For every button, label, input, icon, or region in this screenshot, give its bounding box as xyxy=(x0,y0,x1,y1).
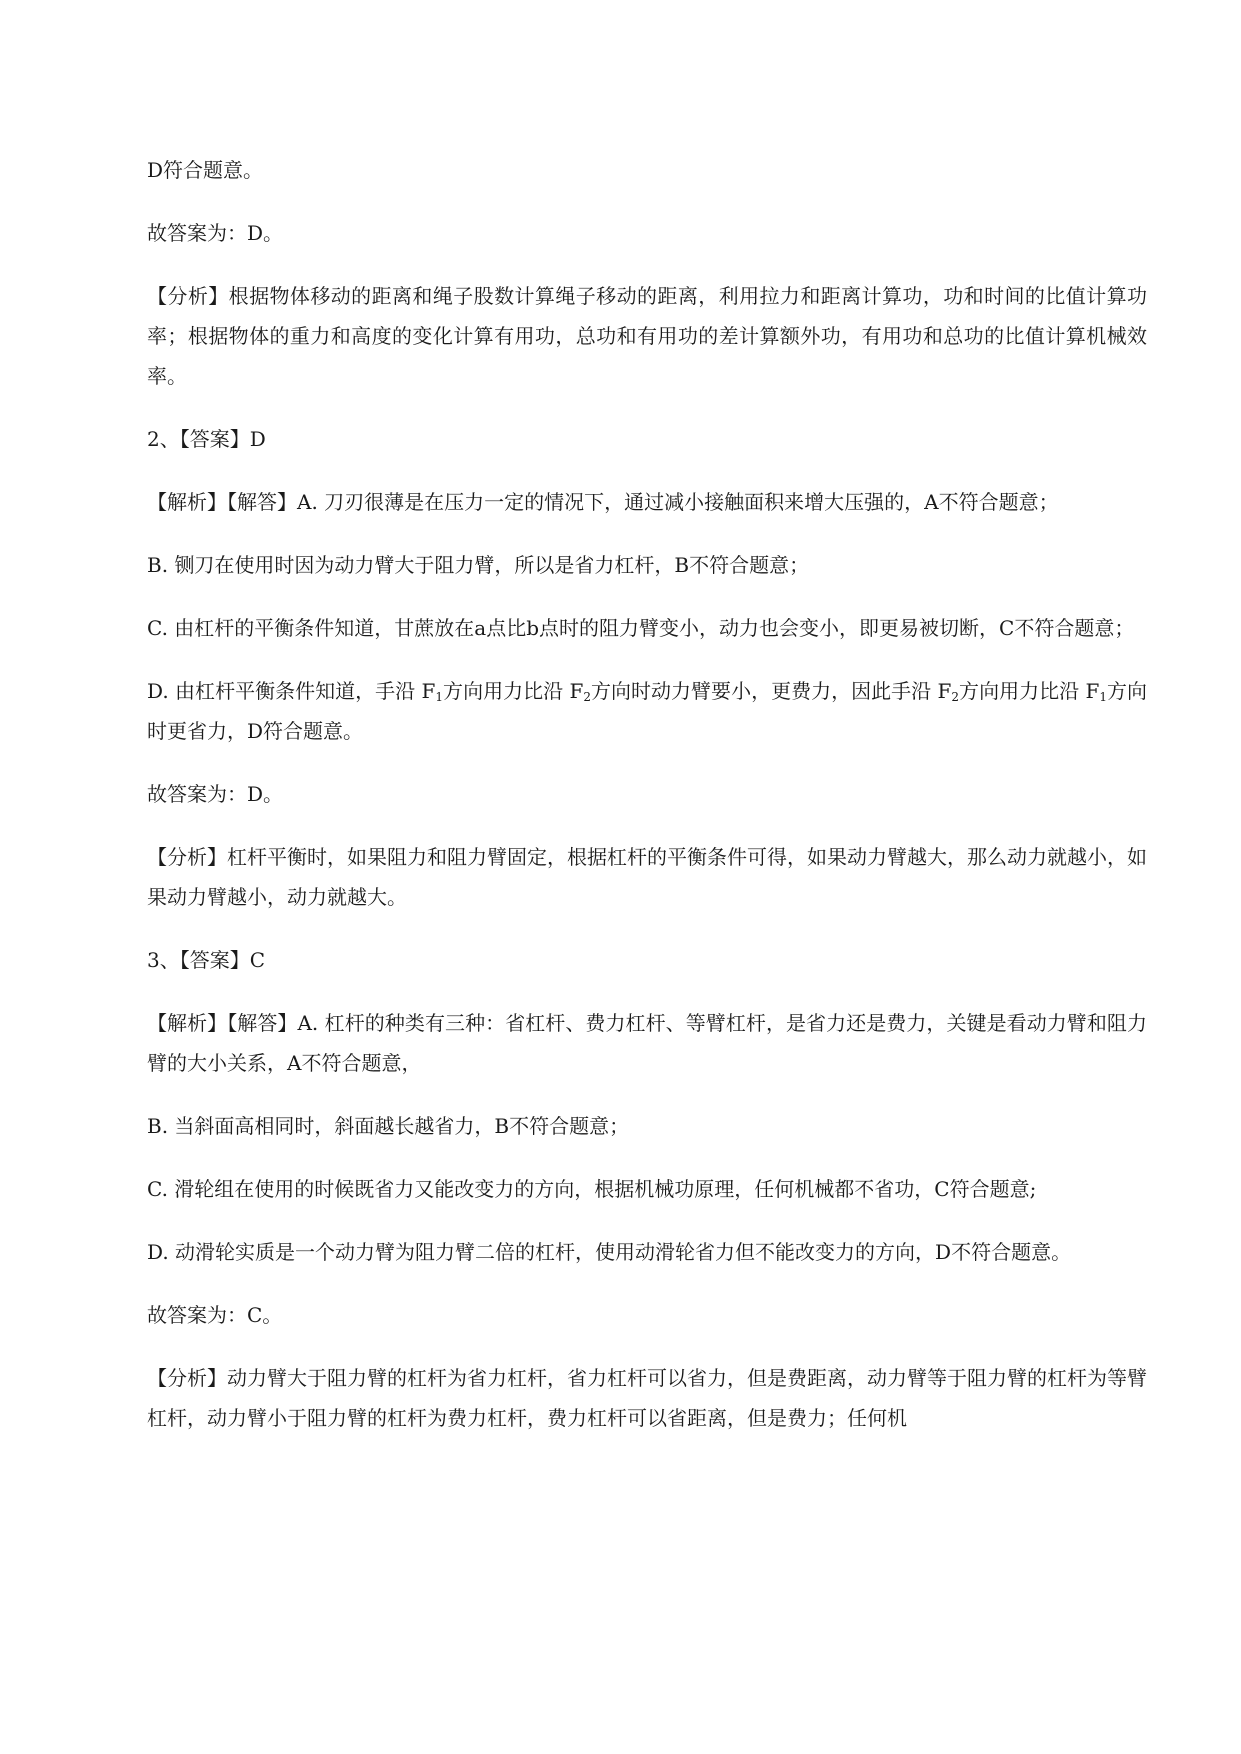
subscript: 2 xyxy=(951,690,960,704)
answer-line-3: 故答案为：C。 xyxy=(147,1303,283,1327)
question-3-explanation-a: 【解析】【解答】A. 杠杆的种类有三种：省杠杆、费力杠杆、等臂杠杆，是省力还是费力，关键是看动力臂和阻力臂的大小关系，A不符合题意， xyxy=(147,1011,1147,1075)
text-run: 方向用力比沿 F xyxy=(443,679,584,703)
answer-line-1: 故答案为：D。 xyxy=(147,221,284,245)
question-2-explanation-c: C. 由杠杆的平衡条件知道，甘蔗放在a点比b点时的阻力臂变小，动力也会变小，即更易被切断，C不符合题意； xyxy=(147,616,1135,640)
question-3-explanation-d: D. 动滑轮实质是一个动力臂为阻力臂二倍的杠杆，使用动滑轮省力但不能改变力的方向，D不符合题意。 xyxy=(147,1240,1072,1264)
analysis-paragraph-2: 【分析】杠杆平衡时，如果阻力和阻力臂固定，根据杠杆的平衡条件可得，如果动力臂越大，那么动力就越小，如果动力臂越小，动力就越大。 xyxy=(147,845,1147,909)
paragraph-d-conclusion: D符合题意。 xyxy=(147,158,264,182)
question-2-answer: 2、【答案】D xyxy=(147,427,266,451)
analysis-paragraph-1: 【分析】根据物体移动的距离和绳子股数计算绳子移动的距离，利用拉力和距离计算功，功和时间的比值计算功率；根据物体的重力和高度的变化计算有用功，总功和有用功的差计算额外功，有用功和总功的比值计算机械效率。 xyxy=(147,284,1147,388)
subscript: 1 xyxy=(1099,690,1107,704)
question-2-explanation-d xyxy=(147,671,1147,751)
document-page xyxy=(147,150,1147,1461)
answer-line-2: 故答案为：D。 xyxy=(147,782,284,806)
text-run: 方向时动力臂要小，更费力，因此手沿 F xyxy=(591,679,952,703)
subscript: 2 xyxy=(583,690,591,704)
question-2-explanation-a: 【解析】【解答】A. 刀刃很薄是在压力一定的情况下，通过减小接触面积来增大压强的，A不符合题意； xyxy=(147,490,1059,514)
text-run: 方向时更省力，D符合题意。 xyxy=(147,679,1148,743)
question-3-explanation-c: C. 滑轮组在使用的时候既省力又能改变力的方向，根据机械功原理，任何机械都不省功，C符合题意; xyxy=(147,1177,1037,1201)
text-run: 方向用力比沿 F xyxy=(959,679,1100,703)
question-2-explanation-b: B. 铡刀在使用时因为动力臂大于阻力臂，所以是省力杠杆，B不符合题意； xyxy=(147,553,810,577)
text-run: D. 由杠杆平衡条件知道，手沿 F xyxy=(147,679,436,703)
question-3-answer: 3、【答案】C xyxy=(147,948,266,972)
question-3-explanation-b: B. 当斜面高相同时，斜面越长越省力，B不符合题意； xyxy=(147,1114,630,1138)
subscript: 1 xyxy=(435,690,444,704)
analysis-paragraph-3: 【分析】动力臂大于阻力臂的杠杆为省力杠杆，省力杠杆可以省力，但是费距离，动力臂等于阻力臂的杠杆为等臂杠杆，动力臂小于阻力臂的杠杆为费力杠杆，费力杠杆可以省距离，但是费力；任何机 xyxy=(147,1366,1147,1430)
